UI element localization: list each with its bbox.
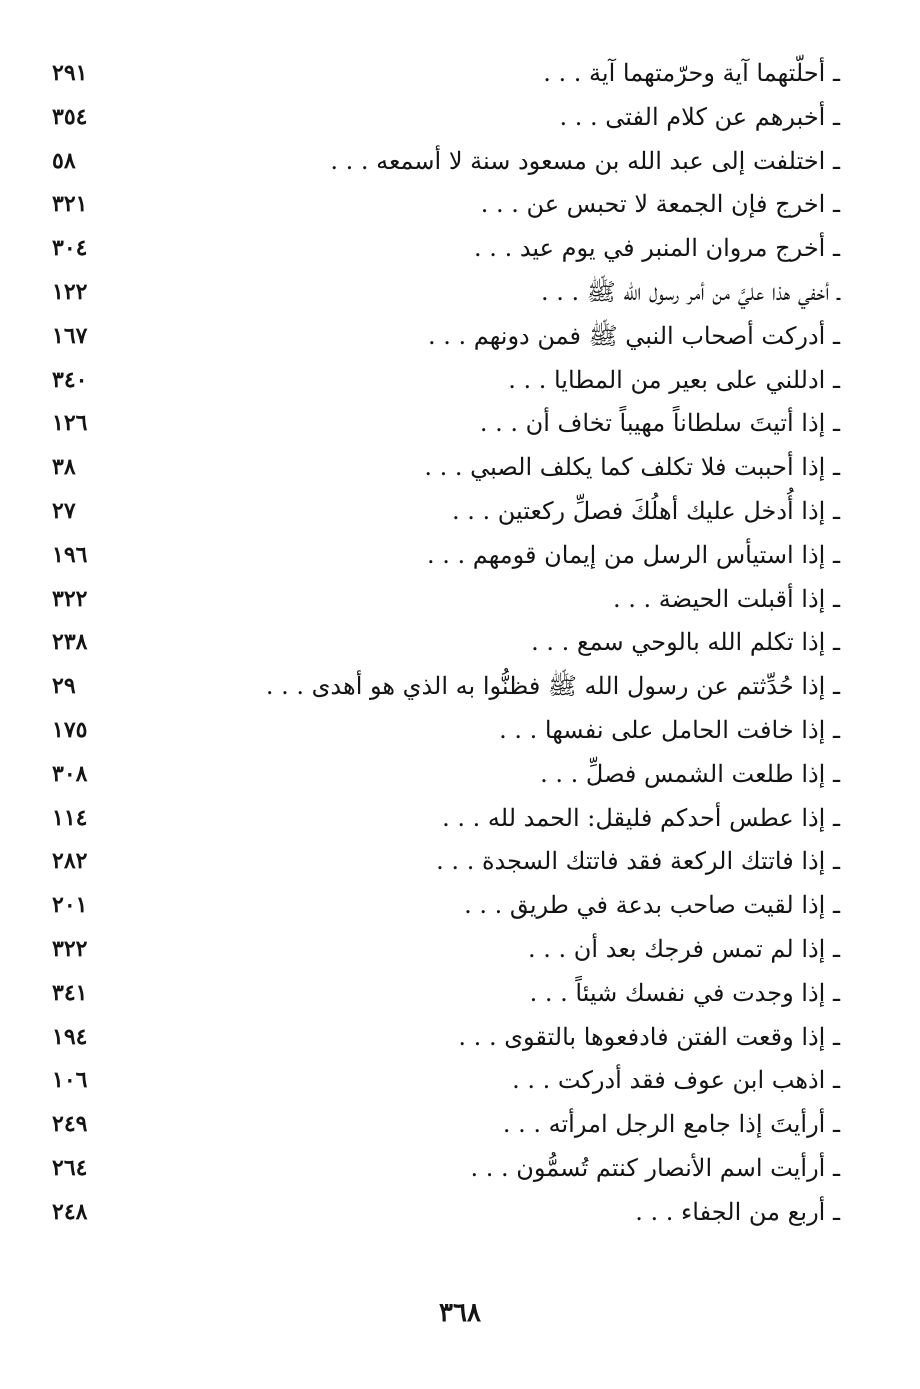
index-entry	[40, 96, 840, 140]
entry-page-number: ٢٤٨	[52, 1198, 88, 1225]
index-entry	[40, 972, 840, 1016]
entry-page-number: ٣٤٠	[52, 366, 88, 393]
index-entry	[40, 797, 840, 841]
index-entry	[40, 1191, 840, 1235]
entry-page-number: ٣٠٤	[52, 235, 88, 262]
entry-page-number: ٢٠١	[52, 892, 88, 919]
index-entry	[40, 1103, 840, 1147]
entry-page-number: ٢٧	[52, 497, 76, 524]
entry-text: ـ إذا تكلم الله بالوحي سمع . . .	[531, 628, 840, 657]
entry-page-number: ١٩٤	[52, 1023, 88, 1050]
entry-text: ـ إذا خافت الحامل على نفسها . . .	[499, 715, 840, 744]
index-list	[40, 52, 840, 1235]
entry-page-number: ١٧٥	[52, 716, 88, 743]
index-entry	[40, 490, 840, 534]
index-entry	[40, 140, 840, 184]
entry-page-number: ٣٠٨	[52, 760, 88, 787]
entry-text: ـ إذا أقبلت الحيضة . . .	[612, 584, 840, 613]
entry-page-number: ٢٣٨	[52, 629, 88, 656]
entry-text: ـ إذا أتيتَ سلطاناً مهيباً تخاف أن . . .	[479, 409, 840, 438]
entry-page-number: ١٠٦	[52, 1067, 88, 1094]
entry-text: ـ إذا طلعت الشمس فصلِّ . . .	[540, 759, 840, 788]
index-entry	[40, 359, 840, 403]
entry-text: ـ إذا وقعت الفتن فادفعوها بالتقوى . . .	[458, 1022, 840, 1051]
entry-page-number: ٣٢١	[52, 191, 88, 218]
entry-page-number: ١٢٢	[52, 278, 88, 305]
index-entry	[40, 578, 840, 622]
index-entry	[40, 665, 840, 709]
entry-page-number: ١٦٧	[52, 322, 88, 349]
entry-page-number: ٣٤١	[52, 979, 88, 1006]
entry-text: ـ أربع من الجفاء . . .	[635, 1197, 840, 1226]
index-entry	[40, 884, 840, 928]
entry-page-number: ٢٩١	[52, 60, 88, 86]
entry-page-number: ١٩٦	[52, 541, 88, 568]
entry-text: ـ اخرج فإن الجمعة لا تحبس عن . . .	[480, 190, 840, 219]
index-entry	[40, 271, 840, 315]
index-entry	[40, 402, 840, 446]
index-entry	[40, 183, 840, 227]
entry-text: ـ إذا فاتتك الركعة فقد فاتتك السجدة . . .	[436, 847, 840, 876]
index-entry	[40, 1059, 840, 1103]
index-entry	[40, 621, 840, 665]
index-entry	[40, 1147, 840, 1191]
page-number: ٣٦٨	[439, 1298, 481, 1328]
index-entry	[40, 840, 840, 884]
index-entry	[40, 315, 840, 359]
entry-page-number: ٣٥٤	[52, 103, 88, 130]
entry-text: ـ إذا لقيت صاحب بدعة في طريق . . .	[464, 891, 840, 920]
index-entry	[40, 227, 840, 271]
entry-text: ـ أرأيتَ إذا جامع الرجل امرأته . . .	[502, 1110, 840, 1139]
entry-text: ـ إذا وجدت في نفسك شيئاً . . .	[529, 978, 840, 1007]
entry-text: ـ اذهب ابن عوف فقد أدركت . . .	[512, 1066, 840, 1095]
entry-text: ـ إذا حُدِّثتم عن رسول الله ﷺ فظنُّوا به الذي هو أهدى . . .	[265, 672, 840, 701]
entry-text: ـ أخبرهم عن كلام الفتى . . .	[559, 102, 840, 131]
entry-text: ـ ادللني على بعير من المطايا . . .	[508, 365, 840, 394]
entry-text: ـ أرأيت اسم الأنصار كنتم تُسمُّون . . .	[470, 1153, 840, 1182]
index-entry	[40, 753, 840, 797]
entry-text: ـ أخرج مروان المنبر في يوم عيد . . .	[474, 234, 840, 263]
entry-page-number: ٢٦٤	[52, 1154, 88, 1181]
index-entry	[40, 534, 840, 578]
entry-text: ـ اختلفت إلى عبد الله بن مسعود سنة لا أسمعه . . .	[330, 146, 840, 175]
entry-text: ـ أخفي هذا عليَّ من أمر رسول الله ﷺ . . .	[540, 277, 840, 306]
entry-text: ـ إذا استيأس الرسل من إيمان قومهم . . .	[426, 540, 840, 569]
entry-page-number: ٣٢٢	[52, 585, 88, 612]
index-entry	[40, 52, 840, 96]
index-entry	[40, 709, 840, 753]
entry-page-number: ٢٤٩	[52, 1111, 88, 1138]
entry-text: ـ إذا أُدخل عليك أهلُكَ فصلِّ ركعتين . . .	[451, 496, 840, 525]
entry-page-number: ٥٨	[52, 147, 76, 174]
index-entry	[40, 1016, 840, 1060]
entry-page-number: ٣٨	[52, 454, 76, 481]
entry-text: ـ إذا لم تمس فرجك بعد أن . . .	[528, 934, 840, 963]
entry-text: ـ أدركت أصحاب النبي ﷺ فمن دونهم . . .	[427, 321, 840, 350]
entry-page-number: ١١٤	[52, 804, 88, 831]
entry-text: ـ إذا عطس أحدكم فليقل: الحمد لله . . .	[442, 803, 840, 832]
entry-page-number: ٢٩	[52, 673, 76, 700]
entry-page-number: ٣٢٢	[52, 935, 88, 962]
entry-text: ـ إذا أحببت فلا تكلف كما يكلف الصبي . . .	[424, 453, 840, 482]
entry-text: ـ أحلّتهما آية وحرّمتهما آية . . .	[543, 59, 840, 87]
index-entry	[40, 928, 840, 972]
entry-page-number: ١٢٦	[52, 410, 88, 437]
entry-page-number: ٢٨٢	[52, 848, 88, 875]
index-entry	[40, 446, 840, 490]
